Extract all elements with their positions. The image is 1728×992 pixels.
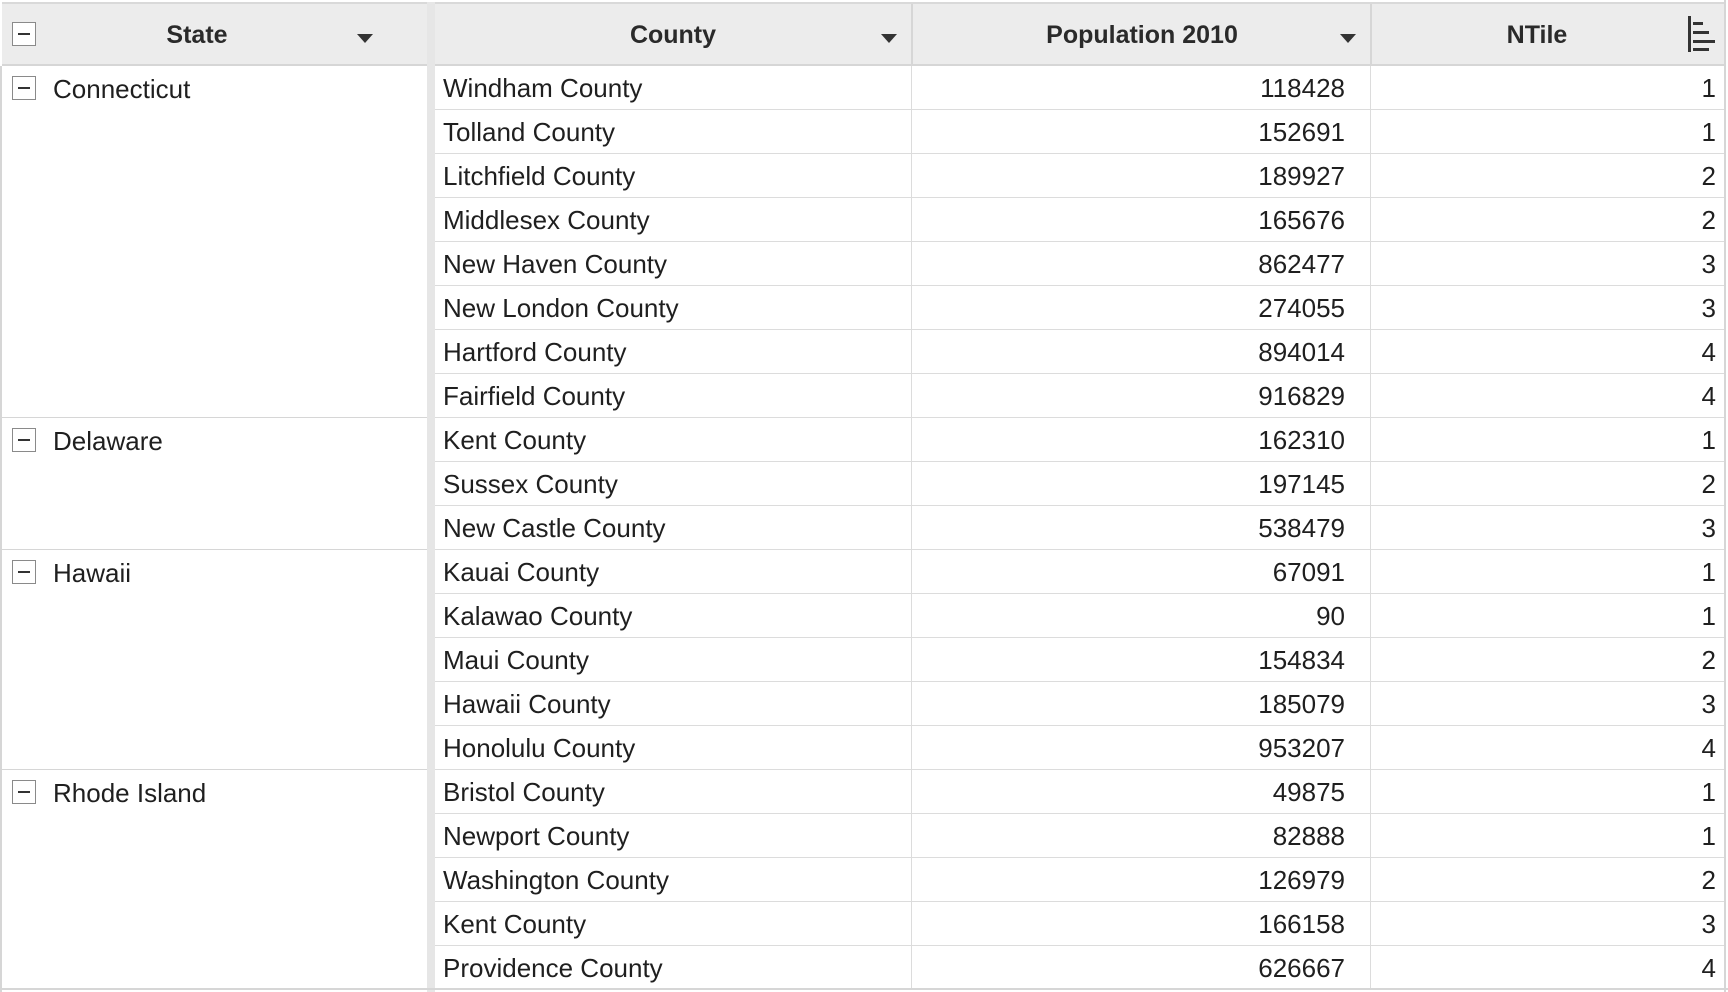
state-group	[2, 66, 427, 418]
ntile-value: 1	[1701, 425, 1716, 455]
population-value: 197145	[1258, 469, 1345, 499]
population-cell	[911, 770, 1353, 813]
county-cell: Sussex County	[443, 469, 618, 499]
table-row[interactable]	[435, 638, 1724, 682]
population-value: 862477	[1258, 249, 1345, 279]
ntile-cell	[1371, 726, 1716, 769]
county-cell: Hartford County	[443, 337, 627, 367]
table-row[interactable]	[435, 286, 1724, 330]
state-name: Hawaii	[53, 558, 132, 588]
ntile-value: 3	[1701, 293, 1716, 323]
table-row[interactable]	[435, 330, 1724, 374]
county-cell: Kent County	[443, 909, 587, 939]
grid-border-bottom	[0, 988, 1728, 990]
population-value: 165676	[1258, 205, 1345, 235]
ntile-value: 4	[1701, 337, 1716, 367]
ntile-value: 1	[1701, 777, 1716, 807]
ntile-value: 3	[1701, 909, 1716, 939]
population-dropdown-icon[interactable]	[1340, 34, 1356, 43]
county-cell: Windham County	[443, 73, 643, 103]
ntile-cell	[1371, 946, 1716, 989]
ntile-cell	[1371, 374, 1716, 417]
population-value: 916829	[1258, 381, 1345, 411]
ntile-cell	[1371, 550, 1716, 593]
population-value: 185079	[1258, 689, 1345, 719]
table-row[interactable]	[435, 814, 1724, 858]
ntile-value: 3	[1701, 249, 1716, 279]
population-cell	[911, 242, 1353, 285]
population-value: 90	[1316, 601, 1345, 631]
table-row[interactable]	[435, 242, 1724, 286]
ntile-cell	[1371, 154, 1716, 197]
ntile-value: 2	[1701, 161, 1716, 191]
state-group	[2, 418, 427, 550]
ntile-cell	[1371, 66, 1716, 109]
table-row[interactable]	[435, 682, 1724, 726]
county-cell: New Haven County	[443, 249, 667, 279]
minus-square-icon[interactable]	[12, 428, 36, 452]
ntile-cell	[1371, 110, 1716, 153]
county-cell: Washington County	[443, 865, 669, 895]
header-state	[2, 2, 427, 66]
population-value: 49875	[1272, 777, 1345, 807]
ntile-value: 4	[1701, 733, 1716, 763]
grid-border-right	[1724, 0, 1726, 992]
minus-square-icon[interactable]	[12, 780, 36, 804]
header-county-label: County	[629, 21, 717, 49]
ntile-value: 3	[1701, 513, 1716, 543]
table-row[interactable]	[435, 110, 1724, 154]
ntile-cell	[1371, 198, 1716, 241]
population-cell	[911, 946, 1353, 989]
header-data	[435, 2, 1726, 66]
ntile-cell	[1371, 594, 1716, 637]
population-cell	[911, 374, 1353, 417]
table-row[interactable]	[435, 902, 1724, 946]
population-cell	[911, 506, 1353, 549]
population-cell	[911, 418, 1353, 461]
ntile-cell	[1371, 770, 1716, 813]
population-value: 67091	[1272, 557, 1345, 587]
table-row[interactable]	[435, 858, 1724, 902]
population-cell	[911, 198, 1353, 241]
ntile-cell	[1371, 814, 1716, 857]
ntile-cell	[1371, 506, 1716, 549]
population-value: 274055	[1258, 293, 1345, 323]
header-state-label: State	[166, 21, 228, 49]
ntile-value: 4	[1701, 953, 1716, 983]
population-value: 154834	[1258, 645, 1345, 675]
ntile-value: 1	[1701, 557, 1716, 587]
align-left-bars-icon[interactable]	[1686, 16, 1716, 52]
population-cell	[911, 286, 1353, 329]
state-group	[2, 770, 427, 990]
ntile-cell	[1371, 682, 1716, 725]
state-name: Rhode Island	[53, 778, 207, 808]
ntile-cell	[1371, 330, 1716, 373]
minus-square-icon[interactable]	[12, 560, 36, 584]
table-row[interactable]	[435, 550, 1724, 594]
collapse-all-icon[interactable]	[12, 22, 36, 46]
population-value: 166158	[1258, 909, 1345, 939]
ntile-cell	[1371, 462, 1716, 505]
population-value: 126979	[1258, 865, 1345, 895]
population-cell	[911, 858, 1353, 901]
ntile-value: 1	[1701, 601, 1716, 631]
population-value: 152691	[1258, 117, 1345, 147]
county-cell: Kauai County	[443, 557, 600, 587]
state-name: Delaware	[53, 426, 163, 456]
county-cell: Providence County	[443, 953, 663, 983]
ntile-cell	[1371, 638, 1716, 681]
county-cell: Tolland County	[443, 117, 615, 147]
table-row[interactable]	[435, 418, 1724, 462]
table-row[interactable]	[435, 154, 1724, 198]
population-cell	[911, 682, 1353, 725]
ntile-cell	[1371, 418, 1716, 461]
population-value: 162310	[1258, 425, 1345, 455]
ntile-value: 2	[1701, 865, 1716, 895]
ntile-value: 2	[1701, 205, 1716, 235]
population-cell	[911, 110, 1353, 153]
county-cell: New London County	[443, 293, 679, 323]
group-divider-header	[427, 2, 435, 66]
state-dropdown-icon[interactable]	[357, 34, 373, 43]
ntile-value: 2	[1701, 645, 1716, 675]
county-cell: Newport County	[443, 821, 630, 851]
population-cell	[911, 902, 1353, 945]
population-cell	[911, 550, 1353, 593]
population-cell	[911, 462, 1353, 505]
table-row[interactable]	[435, 66, 1724, 110]
county-dropdown-icon[interactable]	[881, 34, 897, 43]
population-value: 189927	[1258, 161, 1345, 191]
population-value: 82888	[1272, 821, 1345, 851]
population-cell	[911, 638, 1353, 681]
ntile-value: 2	[1701, 469, 1716, 499]
population-cell	[911, 726, 1353, 769]
ntile-value: 1	[1701, 117, 1716, 147]
minus-square-icon[interactable]	[12, 76, 36, 100]
header-ntile-label: NTile	[1506, 21, 1568, 49]
table-row[interactable]	[435, 462, 1724, 506]
population-cell	[911, 66, 1353, 109]
ntile-cell	[1371, 858, 1716, 901]
population-value: 626667	[1258, 953, 1345, 983]
table-row[interactable]	[435, 726, 1724, 770]
population-value: 118428	[1260, 73, 1345, 103]
table-row[interactable]	[435, 770, 1724, 814]
group-divider	[427, 66, 435, 992]
ntile-cell	[1371, 286, 1716, 329]
population-cell	[911, 594, 1353, 637]
ntile-cell	[1371, 902, 1716, 945]
population-value: 953207	[1258, 733, 1345, 763]
table-row[interactable]	[435, 374, 1724, 418]
table-row[interactable]	[435, 946, 1724, 990]
header-population-label: Population 2010	[1046, 21, 1238, 49]
population-cell	[911, 814, 1353, 857]
population-cell	[911, 154, 1353, 197]
table-row[interactable]	[435, 506, 1724, 550]
population-cell	[911, 330, 1353, 373]
county-cell: Bristol County	[443, 777, 605, 807]
ntile-value: 3	[1701, 689, 1716, 719]
table-row[interactable]	[435, 594, 1724, 638]
ntile-value: 4	[1701, 381, 1716, 411]
state-group	[2, 550, 427, 770]
population-value: 538479	[1258, 513, 1345, 543]
county-cell: Hawaii County	[443, 689, 611, 719]
county-cell: Middlesex County	[443, 205, 650, 235]
county-cell: Kent County	[443, 425, 587, 455]
state-name: Connecticut	[53, 74, 191, 104]
county-cell: New Castle County	[443, 513, 666, 543]
county-cell: Fairfield County	[443, 381, 626, 411]
ntile-cell	[1371, 242, 1716, 285]
county-cell: Maui County	[443, 645, 589, 675]
table-row[interactable]	[435, 198, 1724, 242]
county-cell: Honolulu County	[443, 733, 636, 763]
ntile-value: 1	[1701, 73, 1716, 103]
county-cell: Kalawao County	[443, 601, 633, 631]
population-value: 894014	[1258, 337, 1345, 367]
ntile-value: 1	[1701, 821, 1716, 851]
county-cell: Litchfield County	[443, 161, 636, 191]
